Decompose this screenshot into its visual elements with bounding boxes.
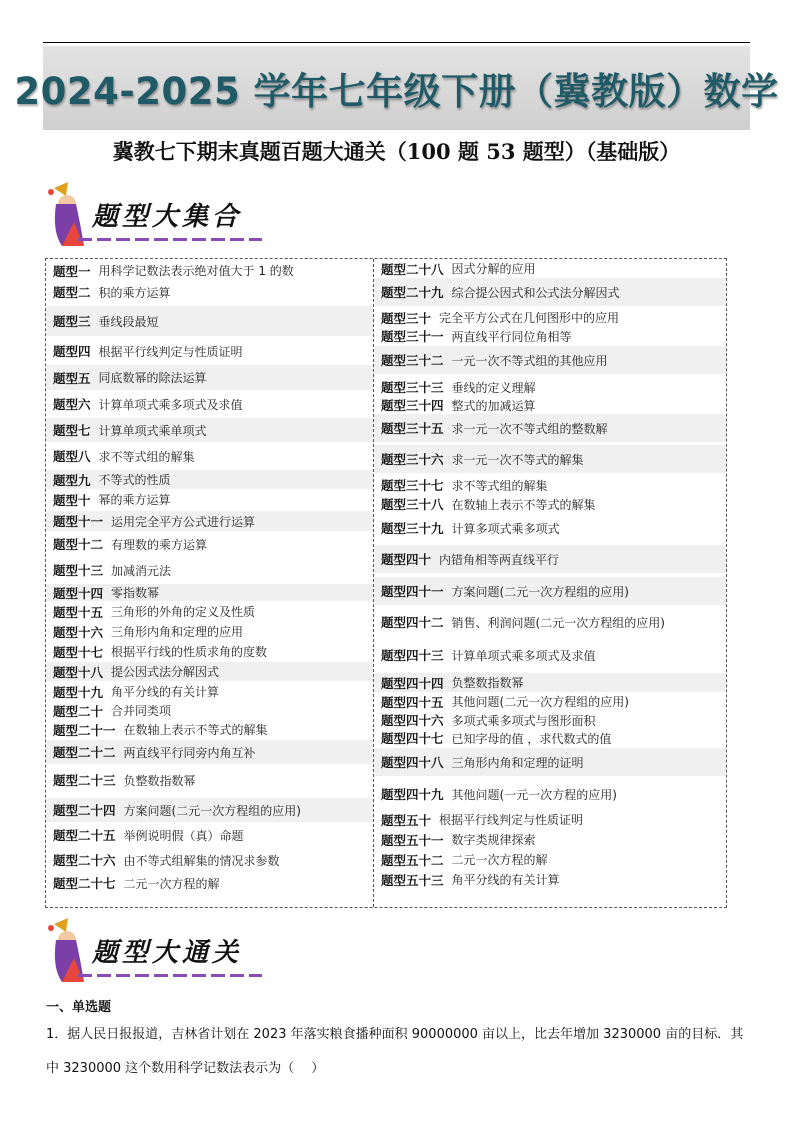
topic-title: 积的乘方运算 xyxy=(98,285,171,300)
topic-row xyxy=(374,327,726,345)
topic-row xyxy=(374,378,726,396)
topic-row xyxy=(374,641,726,669)
topic-code: 题型二十五 xyxy=(53,828,116,843)
topic-row xyxy=(46,662,373,681)
topic-code: 题型四 xyxy=(53,344,91,359)
topic-code: 题型五十二 xyxy=(381,852,444,868)
topic-code: 题型三十一 xyxy=(381,329,444,344)
topic-code: 题型二 xyxy=(53,285,91,300)
topic-row xyxy=(46,702,373,719)
topic-title: 零指数幂 xyxy=(111,586,160,600)
topic-code: 题型四十 xyxy=(381,552,432,567)
topic-code: 题型六 xyxy=(53,397,91,412)
topic-title: 负整数指数幂 xyxy=(451,676,524,690)
topic-row xyxy=(46,306,373,336)
topic-row xyxy=(374,711,726,729)
topic-row xyxy=(374,445,726,473)
topic-row xyxy=(46,418,373,442)
topic-title: 二元一次方程的解 xyxy=(451,853,548,867)
topic-code: 题型三十三 xyxy=(381,380,444,395)
topic-row xyxy=(46,622,373,641)
topic-code: 题型十三 xyxy=(53,563,104,578)
topic-row xyxy=(46,740,373,764)
topic-title: 数字类规律探索 xyxy=(451,833,536,847)
topic-title: 求一元一次不等式组的整数解 xyxy=(451,421,608,436)
section-logo-underline xyxy=(78,238,262,241)
topic-row xyxy=(374,495,726,513)
document-subtitle: 冀教七下期末真题百题大通关（100 题 53 题型）（基础版） xyxy=(112,139,681,164)
topic-title: 方案问题(二元一次方程组的应用) xyxy=(123,803,301,818)
topic-code: 题型二十四 xyxy=(53,803,116,818)
topic-title: 角平分线的有关计算 xyxy=(111,685,220,699)
topic-title: 幂的乘方运算 xyxy=(98,493,171,507)
topic-code: 题型三十四 xyxy=(381,398,444,413)
topic-code: 题型三十七 xyxy=(381,478,444,493)
topic-row xyxy=(46,392,373,416)
section-logo-underline xyxy=(78,974,262,977)
topic-title: 综合提公因式和公式法分解因式 xyxy=(451,285,620,300)
topic-title: 同底数幂的除法运算 xyxy=(98,371,207,385)
topic-code: 题型三十五 xyxy=(381,421,444,436)
topic-row xyxy=(374,308,726,327)
topic-title: 三角形内角和定理的证明 xyxy=(451,755,584,770)
topic-code: 题型三十 xyxy=(381,310,432,326)
topic-title: 多项式乘多项式与图形面积 xyxy=(451,713,596,728)
topic-title: 两直线平行同旁内角互补 xyxy=(123,745,256,760)
topic-row xyxy=(374,830,726,849)
topic-title: 在数轴上表示不等式的解集 xyxy=(123,723,268,737)
topic-code: 题型十七 xyxy=(53,644,104,660)
topic-row xyxy=(374,810,726,829)
topic-row xyxy=(46,511,373,531)
topic-row xyxy=(46,720,373,739)
topic-row xyxy=(374,729,726,747)
topic-title: 方案问题(二元一次方程组的应用) xyxy=(451,584,629,599)
topic-title: 销售、利润问题(二元一次方程组的应用) xyxy=(451,615,665,630)
topic-title: 垂线的定义理解 xyxy=(451,380,536,395)
topic-title: 计算单项式乘多项式及求值 xyxy=(98,397,243,412)
topic-row xyxy=(374,577,726,605)
topic-row xyxy=(374,278,726,306)
topic-row xyxy=(374,608,726,636)
topic-row xyxy=(46,766,373,794)
topic-code: 题型五十 xyxy=(381,812,432,828)
topic-title: 在数轴上表示不等式的解集 xyxy=(451,497,596,512)
topic-title: 计算单项式乘多项式及求值 xyxy=(451,648,596,663)
topic-code: 题型三十六 xyxy=(381,452,444,467)
section-logo-text: 题型大通关 xyxy=(92,938,243,968)
topic-row xyxy=(374,870,726,889)
topic-code: 题型二十三 xyxy=(53,773,116,788)
topic-title: 三角形的外角的定义及性质 xyxy=(111,605,256,619)
question-1: 1．据人民日报报道，吉林省计划在 2023 年落实粮食播种面积 90000000 亩以上，比去年增加 3230000 亩的目标．其中 3230000 这个数用科学记数法表示为（ ） xyxy=(46,1027,744,1076)
topic-row xyxy=(46,848,373,872)
topic-title: 其他问题(二元一次方程组的应用) xyxy=(451,695,629,709)
topic-row xyxy=(374,748,726,776)
banner-title: 2024-2025 学年七年级下册（冀教版）数学 xyxy=(14,70,779,113)
topic-row xyxy=(46,339,373,363)
topic-code: 题型一 xyxy=(53,263,91,279)
topic-code: 题型五 xyxy=(53,370,91,386)
topic-row xyxy=(46,584,373,601)
topic-code: 题型三 xyxy=(53,314,91,329)
topic-code: 题型二十 xyxy=(53,703,104,719)
topic-row xyxy=(46,532,373,556)
topic-row xyxy=(46,558,373,582)
top-rule xyxy=(43,42,750,43)
topic-code: 题型七 xyxy=(53,423,91,438)
topic-code: 题型五十三 xyxy=(381,872,444,888)
topic-code: 题型三十八 xyxy=(381,497,444,512)
topic-title: 一元一次不等式组的其他应用 xyxy=(451,353,608,368)
topic-code: 题型四十七 xyxy=(381,731,444,746)
topic-title: 负整数指数幂 xyxy=(123,773,196,788)
topic-row xyxy=(46,823,373,847)
topic-code: 题型二十六 xyxy=(53,853,116,868)
topic-title: 求不等式组的解集 xyxy=(98,449,195,464)
topic-code: 题型四十五 xyxy=(381,694,444,710)
topic-title: 两直线平行同位角相等 xyxy=(451,329,572,344)
topic-row xyxy=(46,602,373,621)
topic-code: 题型四十一 xyxy=(381,584,444,599)
topic-title: 角平分线的有关计算 xyxy=(451,873,560,887)
topic-title: 其他问题(一元一次方程的应用) xyxy=(451,787,617,802)
topic-row xyxy=(374,414,726,442)
topic-row xyxy=(374,259,726,278)
topic-row xyxy=(46,280,373,304)
topic-title: 根据平行线判定与性质证明 xyxy=(98,344,243,359)
topic-title: 三角形内角和定理的应用 xyxy=(111,625,244,639)
topic-code: 题型四十二 xyxy=(381,615,444,630)
topic-row xyxy=(46,261,373,280)
topic-row xyxy=(46,682,373,701)
topic-row xyxy=(374,545,726,573)
topic-row xyxy=(46,490,373,509)
topic-code: 题型四十九 xyxy=(381,787,444,802)
topic-title: 完全平方公式在几何图形中的应用 xyxy=(439,311,620,325)
topic-code: 题型二十一 xyxy=(53,722,116,738)
topic-title: 垂线段最短 xyxy=(98,314,159,329)
topic-row xyxy=(374,346,726,374)
topic-row xyxy=(374,850,726,869)
topic-row xyxy=(46,365,373,390)
section-logo-collection xyxy=(46,182,276,250)
topic-row xyxy=(374,780,726,808)
section-logo-text: 题型大集合 xyxy=(92,202,243,232)
topic-code: 题型二十八 xyxy=(381,261,444,277)
topic-title: 求不等式组的解集 xyxy=(451,478,548,493)
topic-code: 题型八 xyxy=(53,449,91,464)
topic-code: 题型四十八 xyxy=(381,755,444,770)
topic-code: 题型十 xyxy=(53,492,91,508)
topic-title: 合并同类项 xyxy=(111,704,172,718)
topic-title: 加减消元法 xyxy=(111,563,172,578)
title-banner xyxy=(14,46,779,130)
topic-row xyxy=(374,673,726,692)
topic-title: 二元一次方程的解 xyxy=(123,876,220,891)
topic-row xyxy=(46,798,373,822)
topic-code: 题型九 xyxy=(53,472,91,488)
topic-title: 内错角相等两直线平行 xyxy=(439,552,560,567)
topic-row xyxy=(374,692,726,711)
topic-code: 题型四十六 xyxy=(381,713,444,728)
section-logo-pass xyxy=(46,918,276,986)
topic-row xyxy=(374,514,726,542)
topic-title: 用科学记数法表示绝对值大于 1 的数 xyxy=(98,264,294,278)
topic-code: 题型二十九 xyxy=(381,285,444,300)
topic-row xyxy=(46,873,373,893)
topic-title: 计算多项式乘多项式 xyxy=(451,521,560,536)
topic-title: 有理数的乘方运算 xyxy=(111,537,208,552)
topic-title: 已知字母的值 ，求代数式的值 xyxy=(451,731,612,746)
topic-title: 由不等式组解集的情况求参数 xyxy=(123,853,280,868)
topic-code: 题型三十九 xyxy=(381,521,444,536)
topic-code: 题型四十三 xyxy=(381,648,444,663)
topic-code: 题型四十四 xyxy=(381,675,444,691)
topic-code: 题型二十二 xyxy=(53,745,116,760)
section-heading: 一、单选题 xyxy=(46,1000,112,1015)
topic-title: 提公因式法分解因式 xyxy=(111,665,220,679)
topic-row xyxy=(374,396,726,414)
topic-code: 题型二十七 xyxy=(53,876,116,891)
topic-title: 根据平行线判定与性质证明 xyxy=(439,813,584,827)
topic-code: 题型十四 xyxy=(53,585,104,601)
topic-title: 计算单项式乘单项式 xyxy=(98,423,207,438)
topic-code: 题型五十一 xyxy=(381,832,444,848)
topic-title: 整式的加减运算 xyxy=(451,398,536,413)
topic-row xyxy=(374,476,726,494)
topic-code: 题型十九 xyxy=(53,684,104,700)
topic-row xyxy=(46,470,373,489)
topic-code: 题型十六 xyxy=(53,624,104,640)
topic-title: 因式分解的应用 xyxy=(451,262,536,276)
topic-title: 不等式的性质 xyxy=(98,473,171,487)
topic-code: 题型十二 xyxy=(53,537,104,552)
topic-table xyxy=(45,258,727,908)
topic-title: 求一元一次不等式的解集 xyxy=(451,452,584,467)
topic-row xyxy=(46,642,373,661)
topic-code: 题型十八 xyxy=(53,664,104,680)
topic-code: 题型三十二 xyxy=(381,353,444,368)
topic-code: 题型十五 xyxy=(53,604,104,620)
topic-code: 题型十一 xyxy=(53,514,104,529)
topic-title: 运用完全平方公式进行运算 xyxy=(111,514,256,529)
topic-row xyxy=(46,444,373,468)
topic-title: 根据平行线的性质求角的度数 xyxy=(111,645,268,659)
topic-title: 举例说明假（真）命题 xyxy=(123,828,244,843)
